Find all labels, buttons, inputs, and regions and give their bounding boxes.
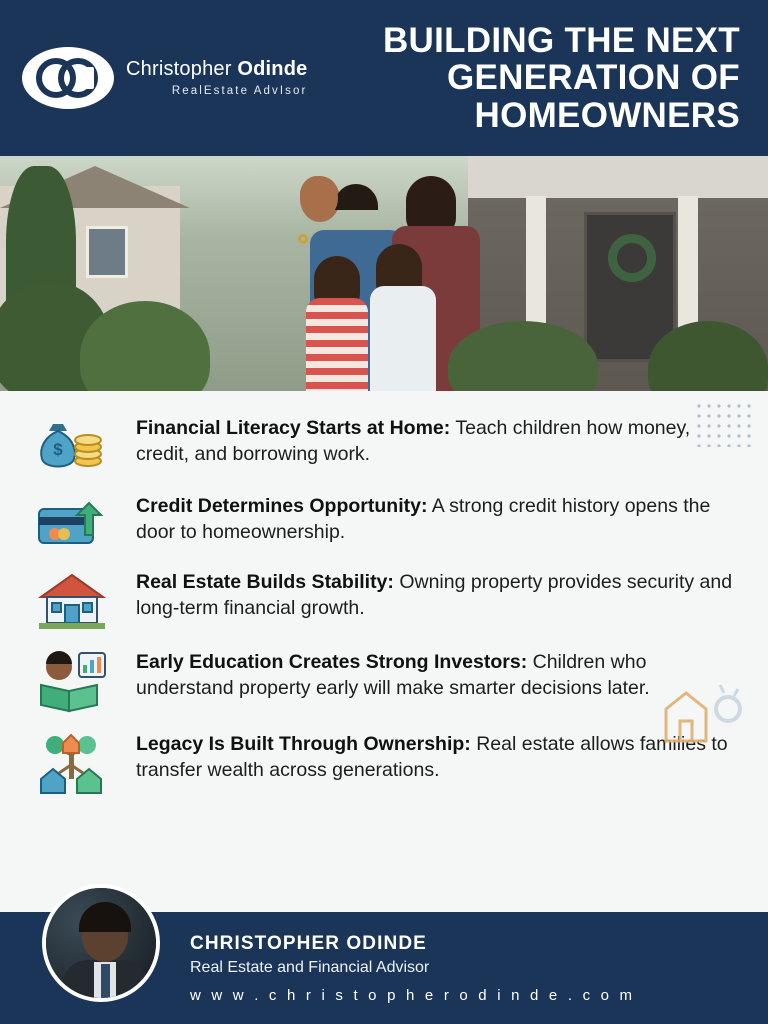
brand-lockup	[22, 47, 307, 109]
page-title: BUILDING THE NEXT GENERATION OF HOMEOWNERS	[382, 20, 740, 135]
header	[0, 0, 768, 156]
list-item	[26, 413, 738, 477]
tip-text	[136, 729, 738, 784]
footer-name: CHRISTOPHER ODINDE	[190, 932, 427, 954]
tip-heading: Credit Determines Opportunity:	[136, 495, 428, 517]
tip-body: Owning property provides security and long-term financial growth.	[136, 571, 733, 620]
tips-list	[0, 391, 768, 871]
credit-card-up-arrow-icon	[26, 491, 118, 553]
house-icon	[26, 567, 118, 633]
tip-body: Teach children how money, credit, and borrowing work.	[136, 417, 691, 466]
tip-body: A strong credit history opens the door to homeownership.	[136, 495, 711, 544]
avatar	[42, 884, 160, 1002]
brand-name	[126, 58, 307, 80]
family-tree-house-icon	[26, 729, 118, 797]
brand-tagline: RealEstate AdvIsor	[171, 85, 308, 98]
svg-text:$: $	[53, 440, 63, 459]
child-reading-book-chart-icon	[26, 647, 118, 715]
tip-text	[136, 567, 738, 622]
tip-heading: Financial Literacy Starts at Home:	[136, 417, 451, 439]
list-item	[26, 491, 738, 553]
tip-text	[136, 413, 738, 468]
brand-first-name: Christopher	[126, 58, 232, 81]
tip-heading: Early Education Creates Strong Investors:	[136, 651, 528, 673]
footer-role: Real Estate and Financial Advisor	[190, 958, 430, 976]
list-item	[26, 647, 738, 715]
hero-photo	[0, 156, 768, 391]
tip-heading: Real Estate Builds Stability:	[136, 571, 394, 593]
tip-text	[136, 647, 738, 702]
brand-text	[126, 58, 307, 98]
footer-website-url[interactable]: w w w . c h r i s t o p h e r o d i n d e . c o m	[190, 986, 636, 1004]
list-item	[26, 729, 738, 797]
brand-last-name: Odinde	[237, 58, 308, 81]
tip-text	[136, 491, 738, 546]
house-gear-decoration	[660, 675, 750, 751]
money-bag-coins-icon	[26, 413, 118, 477]
tip-body: Real estate allows families to transfer wealth across generations.	[136, 733, 728, 782]
dot-pattern-decoration	[694, 401, 754, 447]
tip-heading: Legacy Is Built Through Ownership:	[136, 733, 471, 755]
tip-body: Children who understand property early will make smarter decisions later.	[136, 651, 650, 700]
logo-icon	[22, 47, 114, 109]
list-item	[26, 567, 738, 633]
